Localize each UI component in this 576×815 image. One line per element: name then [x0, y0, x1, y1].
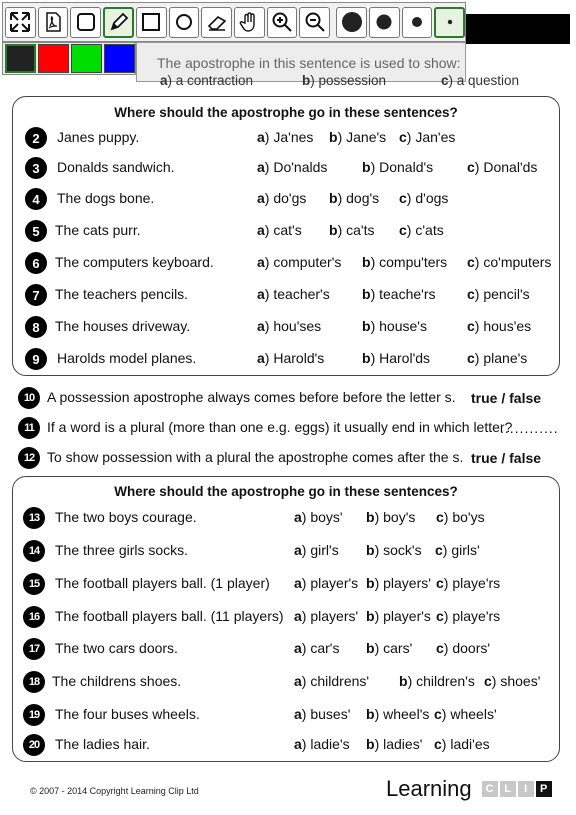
question-number-badge: 18 [23, 671, 45, 693]
dot-medium-icon [373, 11, 395, 33]
color-palette [2, 42, 136, 75]
option-letter: a [294, 640, 302, 656]
option-letter: c [436, 640, 444, 656]
option-b[interactable]: b) teache'rs [362, 286, 436, 302]
option-text: girls' [451, 542, 480, 558]
answer-blank[interactable]: ............ [500, 420, 559, 436]
question-sentence: The two boys courage. [55, 509, 197, 525]
learning-clip-logo [386, 776, 552, 802]
option-text: ca'ts [346, 222, 375, 238]
option-text: girl's [310, 542, 339, 558]
pdf-button[interactable] [38, 7, 69, 38]
option-letter: b [329, 190, 338, 206]
question-number-badge: 9 [25, 348, 47, 370]
question-number-badge: 15 [23, 573, 45, 595]
option-text: childrens' [310, 673, 370, 689]
brush-medium-button[interactable] [369, 7, 400, 38]
option-text: doors' [452, 640, 491, 656]
option-letter: a [257, 350, 265, 366]
select-button[interactable] [70, 7, 101, 38]
hand-icon [238, 11, 260, 33]
pdf-icon [42, 11, 64, 33]
option-text: player's [310, 575, 359, 591]
option-letter: c [484, 673, 492, 689]
option-b[interactable]: b) Harol'ds [362, 350, 431, 366]
option-a[interactable]: a) do'gs [257, 190, 307, 206]
option-letter: a [294, 673, 302, 689]
option-letter: a [294, 706, 302, 722]
question-number-badge: 3 [25, 157, 47, 179]
annotation-toolbar [2, 2, 466, 42]
option-text: playe'rs [452, 575, 501, 591]
option-letter: a [257, 159, 265, 175]
pencil-button[interactable] [103, 7, 134, 38]
zoom-in-button[interactable] [267, 7, 298, 38]
option-text: plane's [483, 350, 528, 366]
option-c[interactable]: c) Jan'es [399, 129, 456, 145]
square-button[interactable] [136, 7, 167, 38]
circle-button[interactable] [169, 7, 200, 38]
option-letter: b [366, 640, 375, 656]
eraser-icon [206, 11, 228, 33]
question-sentence: Janes puppy. [57, 129, 140, 145]
logo-word: Learning [386, 776, 472, 801]
option-b[interactable]: b) ladies' [366, 736, 423, 752]
option-a[interactable]: a) ladie's [294, 736, 350, 752]
question-number-badge: 2 [25, 127, 47, 149]
option-letter: c [435, 542, 443, 558]
option-letter: c [399, 129, 407, 145]
option-b[interactable]: b) players' [366, 575, 431, 591]
option-text: sock's [383, 542, 422, 558]
option-text: hous'es [483, 318, 532, 334]
question-sentence: The three girls socks. [55, 542, 189, 558]
option-b[interactable]: b) ca'ts [329, 222, 375, 238]
question-number-badge: 11 [18, 417, 40, 439]
question-sentence: The teachers pencils. [55, 286, 189, 302]
question-number-badge: 6 [25, 252, 47, 274]
color-swatch-green[interactable] [71, 44, 102, 73]
option-letter: a [257, 286, 265, 302]
brush-small-button[interactable] [402, 7, 433, 38]
option-text: player's [383, 608, 431, 624]
question-sentence: The ladies hair. [55, 736, 150, 752]
fullscreen-icon [9, 11, 31, 33]
question-sentence: A possession apostrophe always comes before before the letter s. [47, 389, 456, 405]
option-text: ladie's [310, 736, 350, 752]
option-letter: c [467, 318, 475, 334]
dot-tiny-icon [439, 11, 461, 33]
option-text: children's [416, 673, 475, 689]
option-text: Donald's [379, 159, 434, 175]
option-text: car's [310, 640, 340, 656]
question-sentence: The childrens shoes. [52, 673, 182, 689]
option-a[interactable]: a) teacher's [257, 286, 330, 302]
option-c[interactable]: c) wheels' [434, 706, 497, 722]
option-a[interactable]: a) car's [294, 640, 340, 656]
logo-letter: I [518, 781, 534, 797]
option-c[interactable]: c) doors' [436, 640, 491, 656]
option-letter: c [434, 706, 442, 722]
option-letter: b [399, 673, 408, 689]
question-number-badge: 20 [23, 734, 45, 756]
dot-large-icon [341, 11, 363, 33]
option-c[interactable]: c) plane's [467, 350, 528, 366]
option-letter: c [467, 286, 475, 302]
option-letter: a [294, 542, 302, 558]
question-number-badge: 8 [25, 316, 47, 338]
question-number-badge: 14 [23, 540, 45, 562]
option-text: ladies' [383, 736, 423, 752]
option-letter: b [366, 736, 375, 752]
option-letter: a [294, 509, 302, 525]
option-letter: c [434, 736, 442, 752]
option-text: cat's [273, 222, 302, 238]
option-c[interactable]: c) ladi'es [434, 736, 490, 752]
option-a[interactable]: a) player's [294, 575, 359, 591]
option-text: bo'ys [452, 509, 485, 525]
logo-letter: P [536, 781, 552, 797]
option-b[interactable]: b) sock's [366, 542, 422, 558]
question-sentence: If a word is a plural (more than one e.g. eggs) it usually end in which letter? [47, 419, 513, 435]
option-b[interactable]: b) dog's [329, 190, 380, 206]
option-text: Ja'nes [273, 129, 314, 145]
option-a[interactable]: a) Harold's [257, 350, 325, 366]
option-letter: c [467, 159, 475, 175]
option-text: ladi'es [450, 736, 490, 752]
option-letter: c [436, 575, 444, 591]
option-b[interactable]: b) children's [399, 673, 475, 689]
option-text: hou'ses [273, 318, 322, 334]
option-letter: b [366, 608, 375, 624]
question-number-badge: 7 [25, 284, 47, 306]
option-b[interactable]: b) Donald's [362, 159, 434, 175]
brush-tiny-button[interactable] [434, 7, 465, 38]
option-letter: c [467, 254, 475, 270]
option-letter: b [329, 222, 338, 238]
option-text: Harold's [273, 350, 325, 366]
dot-small-icon [406, 11, 428, 33]
question-number-badge: 4 [25, 188, 47, 210]
option-c[interactable]: c) bo'ys [436, 509, 485, 525]
option-letter: b [366, 706, 375, 722]
option-a[interactable]: a) boys' [294, 509, 343, 525]
option-a[interactable]: a) players' [294, 608, 359, 624]
option-letter: a [294, 736, 302, 752]
option-text: compu'ters [379, 254, 448, 270]
worksheet-header-bar [462, 14, 570, 44]
question-number-badge: 19 [23, 704, 45, 726]
option-a[interactable]: a) childrens' [294, 673, 370, 689]
option-text: house's [379, 318, 427, 334]
question-1-option-b[interactable]: possession [318, 73, 387, 88]
option-text: pencil's [483, 286, 530, 302]
zoom-in-icon [271, 11, 293, 33]
question-1-option-c[interactable]: a question [456, 73, 520, 88]
question-sentence: The football players ball. (11 players) [55, 608, 284, 624]
option-text: cars' [383, 640, 413, 656]
logo-letter: C [482, 781, 498, 797]
option-c[interactable]: c) pencil's [467, 286, 530, 302]
pencil-icon [108, 11, 130, 33]
option-text: computer's [273, 254, 342, 270]
question-sentence: The football players ball. (1 player) [55, 575, 270, 591]
option-a[interactable]: a) cat's [257, 222, 302, 238]
option-c[interactable]: c) hous'es [467, 318, 532, 334]
option-letter: b [366, 509, 375, 525]
option-letter: a [257, 190, 265, 206]
option-letter: a [257, 222, 265, 238]
option-letter: a [294, 575, 302, 591]
question-number-badge: 10 [18, 387, 40, 409]
option-letter: c [399, 222, 407, 238]
question-number-badge: 13 [23, 507, 45, 529]
option-text: Do'nalds [273, 159, 328, 175]
option-letter: b [362, 254, 371, 270]
color-swatch-black[interactable] [5, 44, 36, 73]
option-text: wheel's [383, 706, 430, 722]
option-text: do'gs [273, 190, 307, 206]
option-a[interactable]: a) girl's [294, 542, 339, 558]
option-b[interactable]: b) cars' [366, 640, 413, 656]
option-letter: b [362, 286, 371, 302]
option-b[interactable]: b) player's [366, 608, 431, 624]
option-text: dog's [346, 190, 380, 206]
option-text: players' [383, 575, 431, 591]
option-text: boy's [383, 509, 416, 525]
option-letter: a [257, 254, 265, 270]
true-false-answer[interactable]: true / false [471, 450, 542, 466]
option-text: teacher's [273, 286, 330, 302]
logo-clip [480, 781, 552, 797]
option-c[interactable]: c) c'ats [399, 222, 444, 238]
option-text: Jane's [346, 129, 387, 145]
option-a[interactable]: a) buses' [294, 706, 351, 722]
option-a[interactable]: a) Do'nalds [257, 159, 328, 175]
option-text: d'ogs [415, 190, 449, 206]
option-c[interactable]: c) shoes' [484, 673, 541, 689]
eraser-button[interactable] [201, 7, 232, 38]
question-1-option-a[interactable]: a contraction [175, 73, 254, 88]
question-sentence: Harolds model planes. [57, 350, 197, 366]
question-sentence: The four buses wheels. [55, 706, 200, 722]
option-text: players' [310, 608, 359, 624]
option-b[interactable]: b) wheel's [366, 706, 430, 722]
option-c[interactable]: c) playe'rs [436, 608, 501, 624]
question-1-text: The apostrophe in this sentence is used to show: [157, 55, 461, 71]
option-letter: c [399, 190, 407, 206]
option-b[interactable]: b) Jane's [329, 129, 387, 145]
option-letter: b [362, 350, 371, 366]
question-sentence: The computers keyboard. [55, 254, 214, 270]
question-sentence: The dogs bone. [57, 190, 155, 206]
copyright-text: © 2007 - 2014 Copyright Learning Clip Ltd [30, 786, 199, 796]
section-2-title: Where should the apostrophe go in these sentences? [114, 484, 458, 499]
option-letter: a [294, 608, 302, 624]
question-sentence: To show possession with a plural the apostrophe comes after the s. [47, 449, 464, 465]
rectangle-select-icon [75, 11, 97, 33]
option-letter: b [362, 159, 371, 175]
option-letter: b [366, 575, 375, 591]
option-text: boys' [310, 509, 343, 525]
pan-button[interactable] [234, 7, 265, 38]
option-text: co'mputers [483, 254, 552, 270]
option-text: teache'rs [379, 286, 436, 302]
question-sentence: Donalds sandwich. [57, 159, 175, 175]
question-sentence: The houses driveway. [55, 318, 191, 334]
color-swatch-red[interactable] [38, 44, 69, 73]
square-icon [140, 11, 162, 33]
option-c[interactable]: c) Donal'ds [467, 159, 538, 175]
question-sentence: The cats purr. [55, 222, 141, 238]
option-letter: b [329, 129, 338, 145]
option-letter: a [257, 129, 265, 145]
question-number-badge: 17 [23, 638, 45, 660]
option-letter: c [436, 608, 444, 624]
zoom-out-icon [304, 11, 326, 33]
question-number-badge: 16 [23, 606, 45, 628]
section-1-title: Where should the apostrophe go in these sentences? [114, 105, 458, 120]
circle-icon [173, 11, 195, 33]
option-c[interactable]: c) co'mputers [467, 254, 552, 270]
zoom-out-button[interactable] [299, 7, 330, 38]
option-a[interactable]: a) Ja'nes [257, 129, 314, 145]
fullscreen-button[interactable] [5, 7, 36, 38]
option-a[interactable]: a) hou'ses [257, 318, 322, 334]
question-number-badge: 12 [18, 447, 40, 469]
option-text: buses' [310, 706, 351, 722]
true-false-answer[interactable]: true / false [471, 390, 542, 406]
question-sentence: The two cars doors. [55, 640, 178, 656]
color-swatch-blue[interactable] [104, 44, 135, 73]
option-text: Donal'ds [483, 159, 538, 175]
option-c[interactable]: c) playe'rs [436, 575, 501, 591]
option-letter: c [467, 350, 475, 366]
option-text: Jan'es [415, 129, 456, 145]
option-text: shoes' [500, 673, 541, 689]
option-text: wheels' [450, 706, 497, 722]
option-b[interactable]: b) compu'ters [362, 254, 448, 270]
option-c[interactable]: c) d'ogs [399, 190, 449, 206]
option-letter: a [257, 318, 265, 334]
logo-letter: L [500, 781, 516, 797]
option-a[interactable]: a) computer's [257, 254, 342, 270]
option-text: Harol'ds [379, 350, 431, 366]
option-letter: b [362, 318, 371, 334]
option-text: c'ats [415, 222, 444, 238]
question-number-badge: 5 [25, 220, 47, 242]
brush-large-button[interactable] [336, 7, 367, 38]
option-b[interactable]: b) boy's [366, 509, 416, 525]
option-letter: c [436, 509, 444, 525]
option-c[interactable]: c) girls' [435, 542, 480, 558]
option-letter: b [366, 542, 375, 558]
option-text: playe'rs [452, 608, 501, 624]
option-b[interactable]: b) house's [362, 318, 427, 334]
